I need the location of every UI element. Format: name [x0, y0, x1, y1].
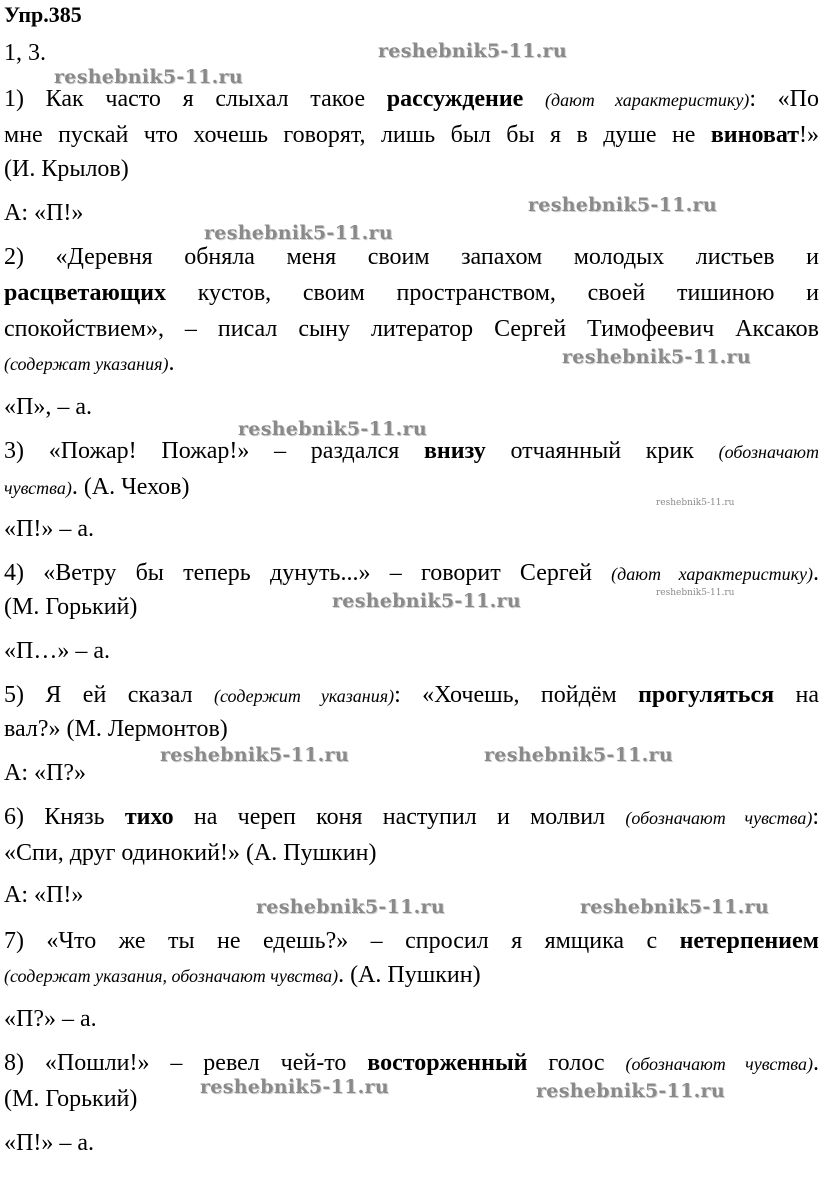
keyword: расцветающих	[4, 280, 166, 306]
item-7-line-2: (содержат указания, обозначают чувства). (А. Пушкин)	[4, 962, 481, 988]
note: (обозначают чувства)	[625, 808, 813, 828]
watermark: reshebnik5-11.ru	[536, 1080, 725, 1102]
note: (содержат указания, обозначают чувства)	[4, 966, 339, 986]
item-2-line-2: расцветающих кустов, своим пространством, своей тишиною и	[4, 280, 819, 306]
item-8-line-2: (М. Горький)	[4, 1086, 138, 1112]
watermark: reshebnik5-11.ru	[580, 896, 769, 918]
item-2-line-1: 2) «Деревня обняла меня своим запахом молодых листьев и	[4, 244, 819, 270]
keyword: внизу	[423, 438, 486, 464]
note: (содержат указания)	[4, 354, 169, 374]
keyword: прогуляться	[638, 682, 775, 708]
item-4-answer: «П…» – а.	[4, 638, 110, 664]
item-6-answer: А: «П!»	[4, 882, 84, 908]
note: (содержит указания)	[214, 686, 395, 706]
keyword: тихо	[124, 804, 174, 830]
item-2-line-4: (содержат указания).	[4, 350, 175, 376]
note: (дают характеристику)	[611, 564, 813, 584]
note: (дают характеристику)	[545, 90, 750, 110]
item-5-line-2: вал?» (М. Лермонтов)	[4, 716, 228, 742]
item-1-line-2: мне пускай что хочешь говорят, лишь был бы я в душе не виноват!»	[4, 122, 819, 148]
item-5-line-1: 5) Я ей сказал (содержит указания): «Хочешь, пойдём прогуляться на	[4, 682, 820, 708]
item-3-line-1: 3) «Пожар! Пожар!» – раздался внизу отчаянный крик (обозначают	[4, 438, 819, 464]
item-8-answer: «П!» – а.	[4, 1130, 94, 1156]
keyword: рассуждение	[386, 86, 524, 112]
keyword: виноват	[710, 122, 799, 148]
exercise-title: Упр.385	[4, 2, 82, 27]
watermark: reshebnik5-11.ru	[528, 194, 717, 216]
watermark: reshebnik5-11.ru	[256, 896, 445, 918]
answer-numbers: 1, 3.	[4, 40, 46, 66]
watermark: reshebnik5-11.ru	[562, 346, 751, 368]
item-7-answer: «П?» – а.	[4, 1006, 97, 1032]
item-1-line-3: (И. Крылов)	[4, 156, 129, 182]
item-5-answer: А: «П?»	[4, 760, 86, 786]
item-8-line-1: 8) «Пошли!» – ревел чей-то восторженный голос (обозначают чувства).	[4, 1050, 819, 1076]
watermark: reshebnik5-11.ru	[200, 1076, 389, 1098]
item-1-answer: А: «П!»	[4, 200, 84, 226]
watermark: reshebnik5-11.ru	[378, 40, 567, 62]
item-2-answer: «П», – а.	[4, 394, 92, 420]
item-3-answer: «П!» – а.	[4, 516, 94, 542]
watermark-small: reshebnik5-11.ru	[656, 498, 735, 508]
keyword: нетерпением	[679, 928, 819, 954]
keyword: восторженный	[367, 1050, 528, 1076]
item-7-line-1: 7) «Что же ты не едешь?» – спросил я ямщика с нетерпением	[4, 928, 819, 954]
item-2-line-3: спокойствием», – писал сыну литератор Сергей Тимофеевич Аксаков	[4, 316, 819, 342]
watermark: reshebnik5-11.ru	[238, 418, 427, 440]
item-3-line-2: чувства). (А. Чехов)	[4, 474, 190, 500]
item-6-line-2: «Спи, друг одинокий!» (А. Пушкин)	[4, 840, 377, 866]
note: чувства)	[4, 478, 72, 498]
item-4-line-2: (М. Горький)	[4, 594, 138, 620]
note: (обозначают	[718, 442, 819, 462]
watermark: reshebnik5-11.ru	[204, 222, 393, 244]
watermark: reshebnik5-11.ru	[484, 744, 673, 766]
item-4-line-1: 4) «Ветру бы теперь дунуть...» – говорит Сергей (дают характеристику).	[4, 560, 819, 586]
item-6-line-1: 6) Князь тихо на череп коня наступил и молвил (обозначают чувства):	[4, 804, 820, 830]
watermark: reshebnik5-11.ru	[332, 590, 521, 612]
item-1-line-1: 1) Как часто я слыхал такое рассуждение (дают характеристику): «По	[4, 86, 819, 112]
watermark: reshebnik5-11.ru	[160, 744, 349, 766]
watermark-small: reshebnik5-11.ru	[656, 588, 735, 598]
watermark: reshebnik5-11.ru	[54, 66, 243, 88]
note: (обозначают чувства)	[625, 1054, 813, 1074]
